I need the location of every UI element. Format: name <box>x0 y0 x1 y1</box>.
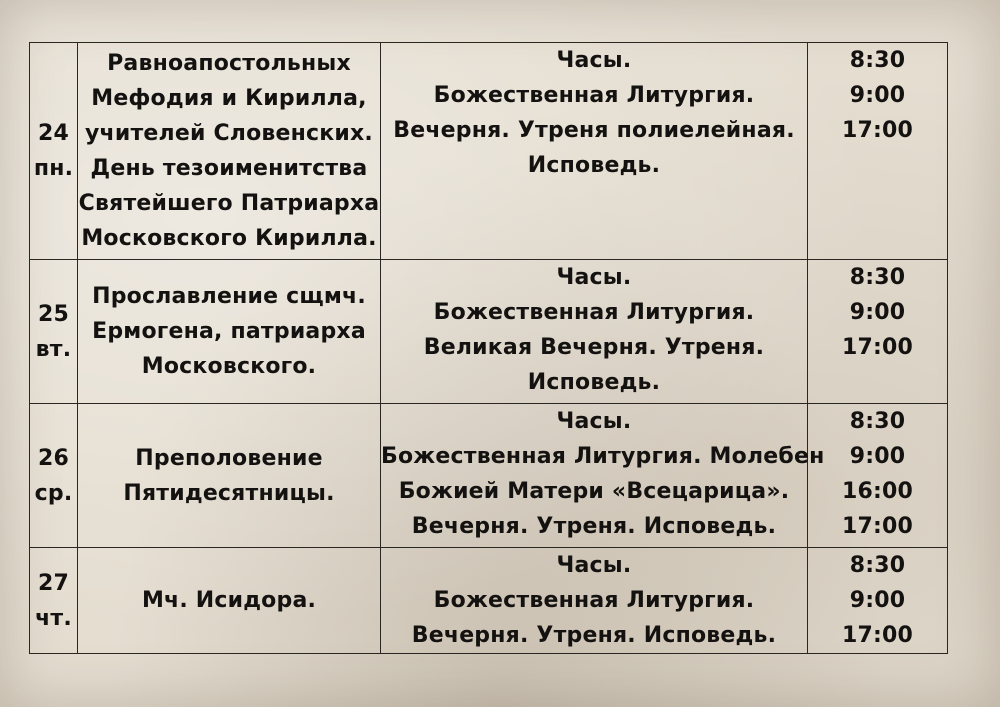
times-cell <box>808 260 948 404</box>
feast-line: Прославление сщмч. <box>92 284 366 309</box>
times-cell <box>808 404 948 548</box>
times-cell <box>808 548 948 654</box>
day-number: 25 <box>37 301 69 327</box>
service-line: Божественная Литургия. <box>433 83 755 108</box>
service-line: Часы. <box>556 48 632 73</box>
schedule-row <box>30 548 948 654</box>
weekday: чт. <box>35 605 72 631</box>
schedule-row <box>30 260 948 404</box>
feast-line: Преполовение <box>135 445 323 471</box>
services-cell <box>381 260 808 404</box>
feast-line: День тезоименитства <box>90 156 368 181</box>
date-cell <box>30 260 78 404</box>
service-line: Вечерня. Утреня. Исповедь. <box>411 514 777 539</box>
weekday: пн. <box>33 156 74 181</box>
service-time: 9:00 <box>849 444 906 469</box>
service-line: Божественная Литургия. Молебен <box>381 444 825 469</box>
feast-cell <box>78 260 381 404</box>
service-time: 8:30 <box>849 265 906 290</box>
feast-line: Святейшего Патриарха <box>78 191 380 216</box>
date-cell <box>30 404 78 548</box>
schedule-row <box>30 43 948 260</box>
service-time: 9:00 <box>849 300 906 325</box>
weekday: ср. <box>34 480 73 506</box>
service-line: Вечерня. Утреня полиелейная. <box>393 118 795 143</box>
feast-cell <box>78 404 381 548</box>
feast-line: Московского. <box>141 354 317 379</box>
service-time: 8:30 <box>849 409 906 434</box>
service-line: Божией Матери «Всецарица». <box>398 479 790 504</box>
schedule-row <box>30 404 948 548</box>
feast-line: Московского Кирилла. <box>81 226 377 251</box>
feast-cell <box>78 548 381 654</box>
service-time: 17:00 <box>841 335 914 360</box>
day-number: 24 <box>37 121 69 146</box>
services-cell <box>381 43 808 260</box>
service-line: Часы. <box>556 553 632 578</box>
service-line: Исповедь. <box>527 370 661 395</box>
service-time: 8:30 <box>849 553 906 578</box>
service-time: 9:00 <box>849 588 906 613</box>
feast-line: Мефодия и Кирилла, <box>91 86 367 111</box>
service-line: Божественная Литургия. <box>433 588 755 613</box>
date-cell <box>30 548 78 654</box>
day-number: 26 <box>37 445 69 471</box>
service-line: Часы. <box>556 409 632 434</box>
date-cell <box>30 43 78 260</box>
services-cell <box>381 404 825 548</box>
service-time: 16:00 <box>841 479 914 504</box>
service-time: 8:30 <box>849 48 906 73</box>
times-cell <box>808 43 948 260</box>
feast-line: Пятидесятницы. <box>123 480 335 506</box>
feast-line: учителей Словенских. <box>85 121 373 146</box>
service-time: 9:00 <box>849 83 906 108</box>
feast-cell <box>78 43 381 260</box>
feast-line: Равноапостольных <box>107 51 351 76</box>
service-time: 17:00 <box>841 623 914 648</box>
service-line: Часы. <box>556 265 632 290</box>
service-time: 17:00 <box>841 118 914 143</box>
feast-line: Ермогена, патриарха <box>92 319 366 344</box>
service-line: Великая Вечерня. Утреня. <box>423 335 765 360</box>
service-schedule-table <box>29 42 948 654</box>
services-cell <box>381 548 808 654</box>
service-line: Божественная Литургия. <box>433 300 755 325</box>
day-number: 27 <box>37 570 69 596</box>
weekday: вт. <box>35 336 72 362</box>
service-time: 17:00 <box>841 514 914 539</box>
service-line: Исповедь. <box>527 153 661 178</box>
feast-line: Мч. Исидора. <box>141 588 317 613</box>
service-line: Вечерня. Утреня. Исповедь. <box>411 623 777 648</box>
